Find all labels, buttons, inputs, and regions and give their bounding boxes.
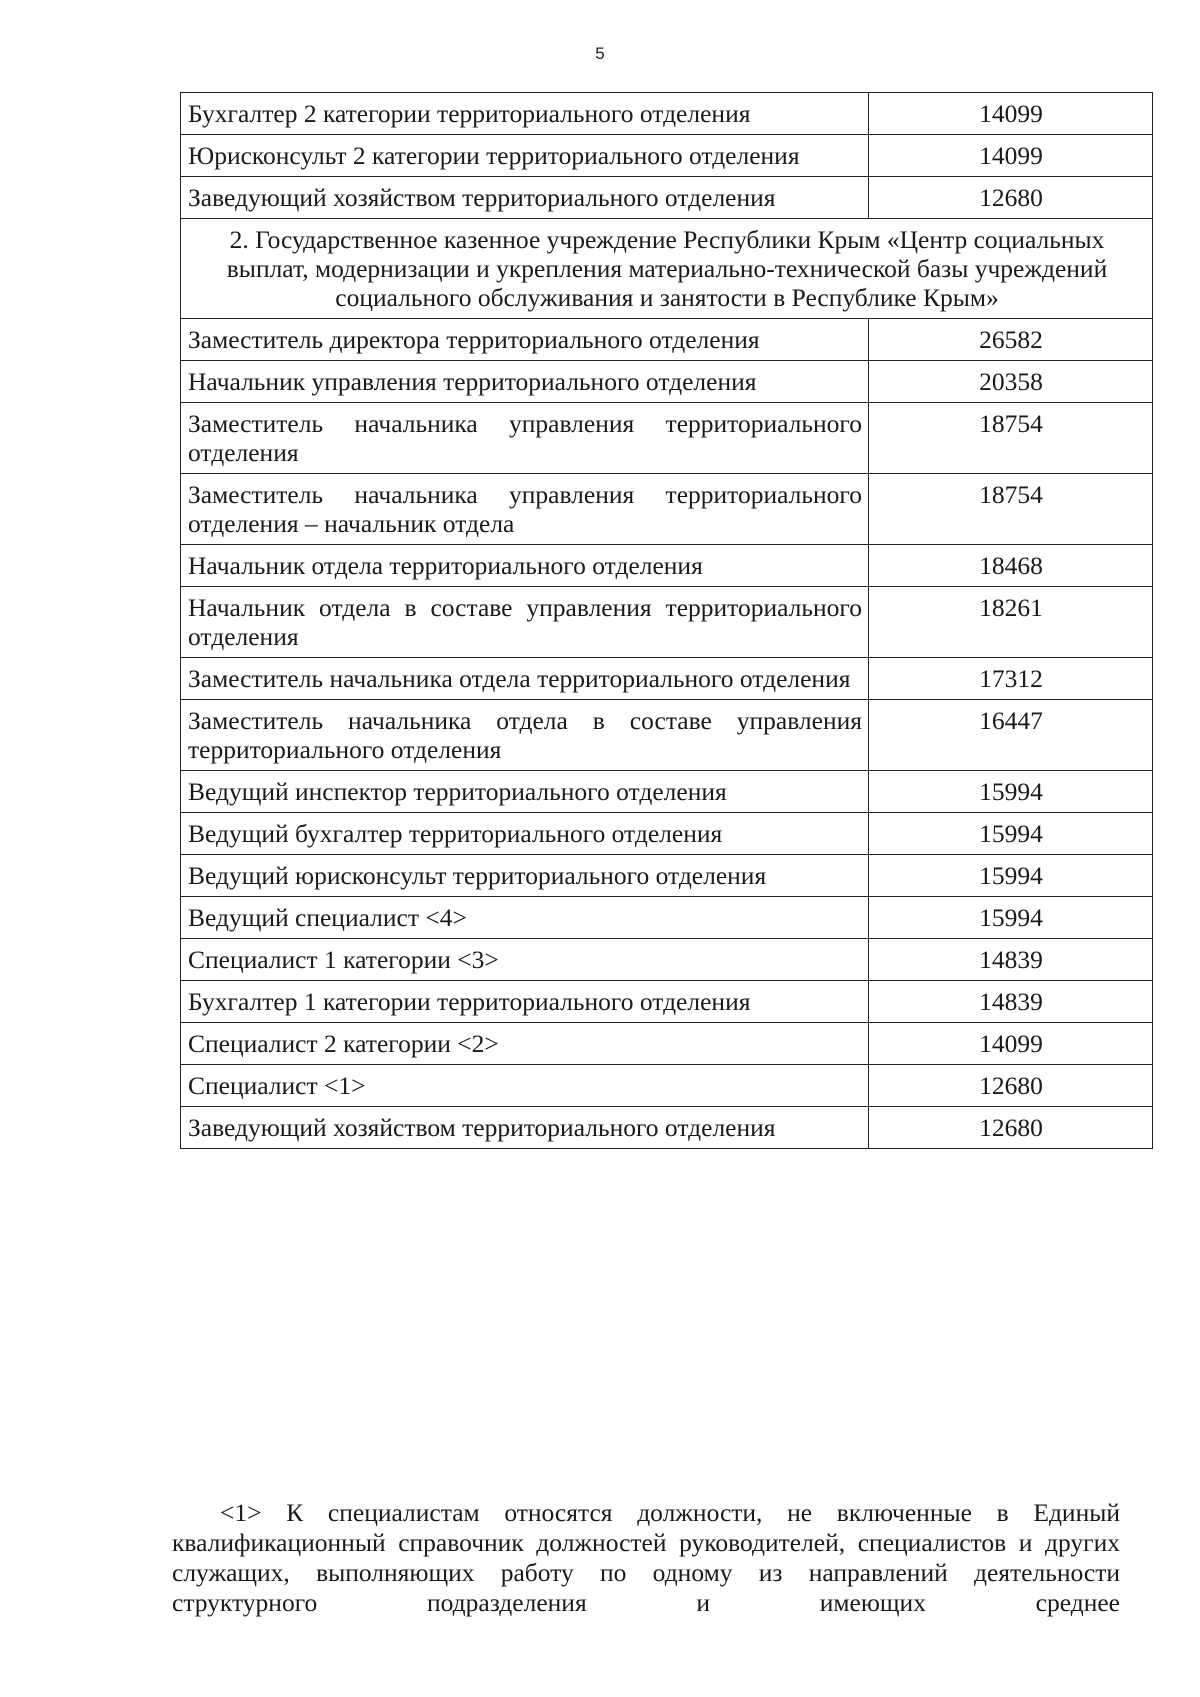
position-cell: Специалист 2 категории <2> [181, 1023, 869, 1065]
position-cell: Заместитель директора территориального отделения [181, 319, 869, 361]
table-row [181, 897, 1153, 939]
table-row [181, 93, 1153, 135]
salary-cell: 12680 [869, 1107, 1153, 1149]
table-row [181, 319, 1153, 361]
salary-table [180, 92, 1153, 1149]
table-row [181, 771, 1153, 813]
table-row [181, 813, 1153, 855]
salary-cell: 12680 [869, 1065, 1153, 1107]
position-cell: Специалист 1 категории <3> [181, 939, 869, 981]
salary-cell: 16447 [869, 700, 1153, 771]
position-cell: Специалист <1> [181, 1065, 869, 1107]
salary-cell: 12680 [869, 177, 1153, 219]
table-row [181, 700, 1153, 771]
position-cell: Ведущий бухгалтер территориального отделения [181, 813, 869, 855]
table-row [181, 1107, 1153, 1149]
table-row [181, 658, 1153, 700]
table-row [181, 855, 1153, 897]
table-row [181, 1065, 1153, 1107]
salary-cell: 15994 [869, 897, 1153, 939]
salary-cell: 17312 [869, 658, 1153, 700]
position-cell: Начальник отдела территориального отделения [181, 545, 869, 587]
table-row [181, 587, 1153, 658]
table-row [181, 474, 1153, 545]
salary-cell: 14099 [869, 93, 1153, 135]
table-row [181, 981, 1153, 1023]
salary-cell: 18261 [869, 587, 1153, 658]
section-heading-row [181, 219, 1153, 319]
table-row [181, 177, 1153, 219]
salary-cell: 15994 [869, 813, 1153, 855]
salary-cell: 14839 [869, 939, 1153, 981]
table-row [181, 939, 1153, 981]
salary-cell: 14099 [869, 1023, 1153, 1065]
position-cell: Заведующий хозяйством территориального отделения [181, 177, 869, 219]
table-row [181, 1023, 1153, 1065]
position-cell: Бухгалтер 1 категории территориального отделения [181, 981, 869, 1023]
footnote-paragraph: <1> К специалистам относятся должности, не включенные в Единый квалификационный справочник должностей руководителей, специалистов и других служащих, выполняющих работу по одному из направлений деятельности структурного подразделения и имеющих среднее [172, 1497, 1120, 1617]
position-cell: Ведущий инспектор территориального отделения [181, 771, 869, 813]
position-cell: Заместитель начальника отдела территориального отделения [181, 658, 869, 700]
table-row [181, 135, 1153, 177]
table-row [181, 545, 1153, 587]
position-cell: Заведующий хозяйством территориального отделения [181, 1107, 869, 1149]
salary-cell: 20358 [869, 361, 1153, 403]
salary-cell: 14099 [869, 135, 1153, 177]
salary-cell: 18468 [869, 545, 1153, 587]
position-cell: Заместитель начальника управления территориального отделения [181, 403, 869, 474]
salary-cell: 15994 [869, 771, 1153, 813]
salary-cell: 14839 [869, 981, 1153, 1023]
salary-cell: 15994 [869, 855, 1153, 897]
page-number: 5 [595, 44, 605, 63]
position-cell: Юрисконсульт 2 категории территориального отделения [181, 135, 869, 177]
salary-cell: 26582 [869, 319, 1153, 361]
position-cell: Начальник управления территориального отделения [181, 361, 869, 403]
section-heading: 2. Государственное казенное учреждение Республики Крым «Центр социальных выплат, модернизации и укрепления материально-технической базы учреждений социального обслуживания и занятости в Республике Крым» [181, 219, 1153, 319]
position-cell: Заместитель начальника управления территориального отделения – начальник отдела [181, 474, 869, 545]
position-cell: Ведущий юрисконсульт территориального отделения [181, 855, 869, 897]
position-cell: Бухгалтер 2 категории территориального отделения [181, 93, 869, 135]
position-cell: Начальник отдела в составе управления территориального отделения [181, 587, 869, 658]
table-row [181, 361, 1153, 403]
position-cell: Ведущий специалист <4> [181, 897, 869, 939]
position-cell: Заместитель начальника отдела в составе управления территориального отделения [181, 700, 869, 771]
table-row [181, 403, 1153, 474]
salary-cell: 18754 [869, 474, 1153, 545]
salary-cell: 18754 [869, 403, 1153, 474]
